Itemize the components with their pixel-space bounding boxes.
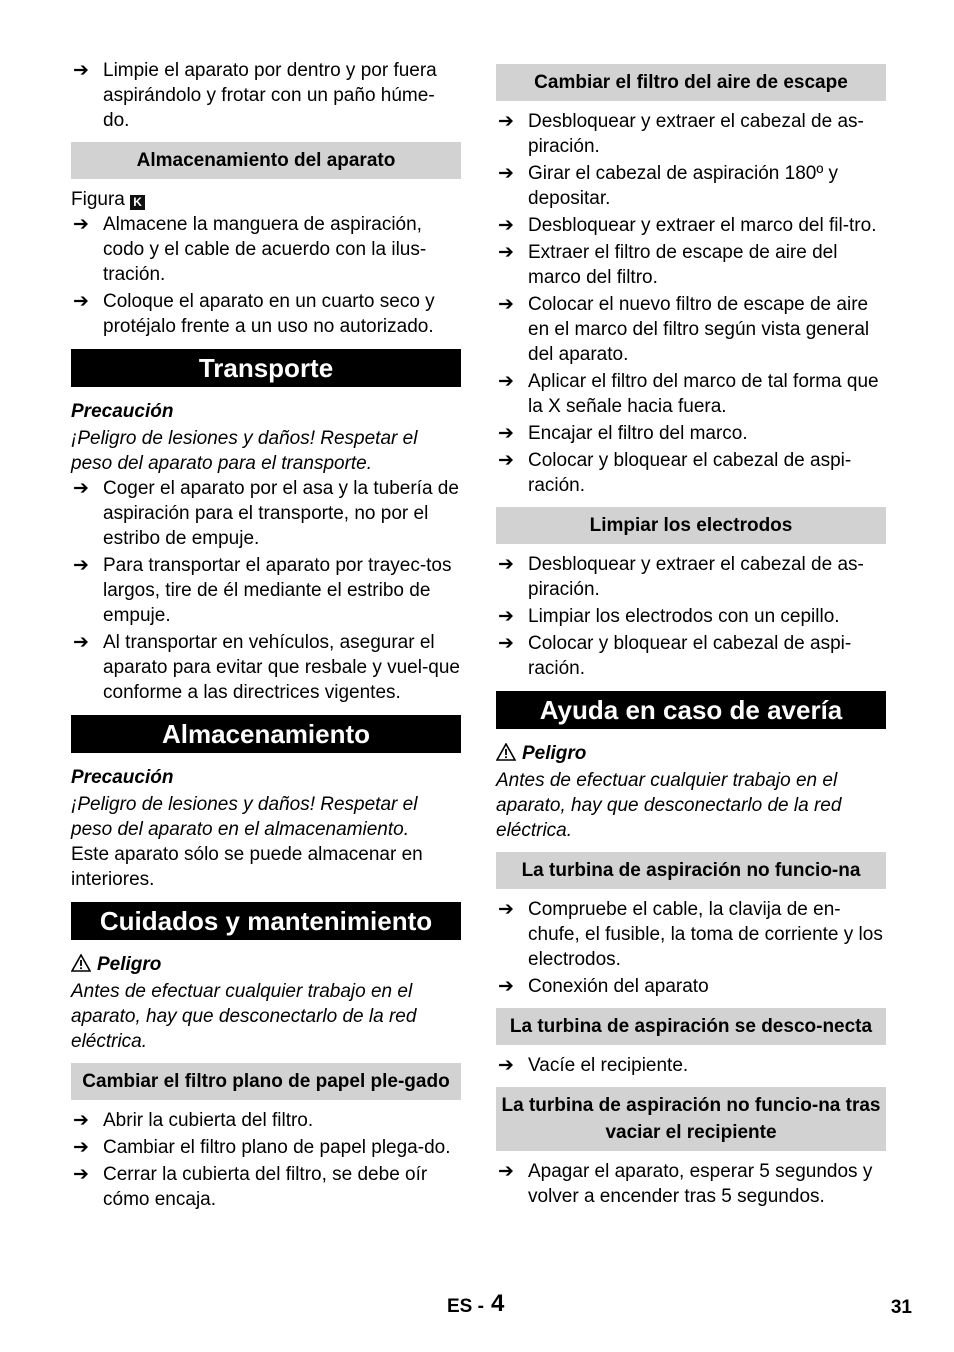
footer-language: ES - — [447, 1296, 484, 1317]
arrow-icon: ➔ — [73, 214, 89, 235]
arrow-icon: ➔ — [498, 899, 514, 920]
arrow-icon: ➔ — [498, 606, 514, 627]
arrow-icon: ➔ — [73, 1110, 89, 1131]
list-item: ➔ Cambiar el filtro plano de papel plega-do. — [73, 1137, 451, 1158]
arrow-icon: ➔ — [73, 555, 89, 576]
list-item: ➔ Aplicar el filtro del marco de tal forma que la X señale hacia fuera. — [498, 371, 879, 417]
arrow-icon: ➔ — [498, 450, 514, 471]
heading-troubleshooting: Ayuda en caso de avería — [496, 691, 886, 729]
warning-icon — [71, 954, 91, 972]
right-column — [496, 58, 886, 1211]
arrow-icon: ➔ — [498, 554, 514, 575]
footer-section-page: 4 — [491, 1290, 505, 1317]
danger-text: Antes de efectuar cualquier trabajo en el aparato, hay que desconectarlo de la red eléctrica. — [71, 981, 417, 1052]
heading-storage: Almacenamiento — [71, 715, 461, 753]
arrow-icon: ➔ — [498, 633, 514, 654]
arrow-icon: ➔ — [498, 1055, 514, 1076]
arrow-icon: ➔ — [498, 242, 514, 263]
arrow-icon: ➔ — [498, 1161, 514, 1182]
list-item: ➔ Almacene la manguera de aspiración, codo y el cable de acuerdo con la ilus-tración. — [73, 214, 427, 285]
section-heading-disconnects: La turbina de aspiración se desco-necta — [496, 1008, 886, 1045]
danger-label: Peligro — [496, 741, 886, 766]
section-heading-no-function: La turbina de aspiración no funcio-na — [496, 852, 886, 889]
arrow-icon: ➔ — [498, 215, 514, 236]
arrow-icon: ➔ — [498, 976, 514, 997]
danger-text: Antes de efectuar cualquier trabajo en el aparato, hay que desconectarlo de la red eléctrica. — [496, 770, 842, 841]
list-item: ➔ Limpie el aparato por dentro y por fuera aspirándolo y frotar con un paño húme-do. — [73, 60, 437, 131]
left-column — [71, 58, 461, 1214]
caution-text: ¡Peligro de lesiones y daños! Respetar el peso del aparato en el almacenamiento. — [71, 794, 418, 840]
arrow-icon: ➔ — [73, 1137, 89, 1158]
list-item: ➔ Conexión del aparato — [498, 976, 709, 997]
caution-label: Precaución — [71, 401, 174, 422]
section-heading-paper-filter: Cambiar el filtro plano de papel ple-gado — [71, 1063, 461, 1100]
list-item: ➔ Para transportar el aparato por trayec-tos largos, tire de él mediante el estribo de empuje. — [73, 555, 452, 626]
list-item: ➔ Apagar el aparato, esperar 5 segundos y volver a encender tras 5 segundos. — [498, 1161, 873, 1207]
list-item: ➔ Desbloquear y extraer el marco del fil-tro. — [498, 215, 877, 236]
list-item: ➔ Limpiar los electrodos con un cepillo. — [498, 606, 840, 627]
list-item: ➔ Compruebe el cable, la clavija de en-chufe, el fusible, la toma de corriente y los electrodos. — [498, 899, 883, 970]
list-item: ➔ Desbloquear y extraer el cabezal de as-piración. — [498, 554, 864, 600]
figure-k-icon: K — [130, 195, 145, 210]
list-item: ➔ Coger el aparato por el asa y la tubería de aspiración para el transporte, no por el estribo de empuje. — [73, 478, 459, 549]
list-item: ➔ Girar el cabezal de aspiración 180º y depositar. — [498, 163, 839, 209]
section-heading-no-function-after-empty: La turbina de aspiración no funcio-na tras vaciar el recipiente — [496, 1087, 886, 1151]
intro-list — [71, 58, 461, 133]
arrow-icon: ➔ — [498, 163, 514, 184]
footer-page-number: 31 — [890, 1297, 912, 1318]
list-item: ➔ Al transportar en vehículos, asegurar el aparato para evitar que resbale y vuel-que conforme a las directrices vigentes. — [73, 632, 461, 703]
list-item: ➔ Encajar el filtro del marco. — [498, 423, 748, 444]
arrow-icon: ➔ — [73, 1164, 89, 1185]
arrow-icon: ➔ — [498, 371, 514, 392]
section-heading-storage-device: Almacenamiento del aparato — [71, 142, 461, 179]
arrow-icon: ➔ — [73, 291, 89, 312]
arrow-icon: ➔ — [73, 478, 89, 499]
arrow-icon: ➔ — [498, 111, 514, 132]
arrow-icon: ➔ — [498, 423, 514, 444]
storage-note: Este aparato sólo se puede almacenar en interiores. — [71, 844, 423, 890]
arrow-icon: ➔ — [73, 632, 89, 653]
list-item: ➔ Abrir la cubierta del filtro. — [73, 1110, 314, 1131]
list-item: ➔ Extraer el filtro de escape de aire del marco del filtro. — [498, 242, 838, 288]
list-item: ➔ Cerrar la cubierta del filtro, se debe oír cómo encaja. — [73, 1164, 428, 1210]
list-item: ➔ Colocar y bloquear el cabezal de aspi-ración. — [498, 450, 852, 496]
section-heading-exhaust-filter: Cambiar el filtro del aire de escape — [496, 64, 886, 101]
list-item: ➔ Coloque el aparato en un cuarto seco y protéjalo frente a un uso no autorizado. — [73, 291, 435, 337]
figure-reference: Figura K — [71, 187, 461, 212]
list-item: ➔ Desbloquear y extraer el cabezal de as-piración. — [498, 111, 864, 157]
heading-care: Cuidados y mantenimiento — [71, 902, 461, 940]
list-item: ➔ Colocar el nuevo filtro de escape de aire en el marco del filtro según vista general del aparato. — [498, 294, 870, 365]
danger-label: Peligro — [71, 952, 461, 977]
list-item: ➔ Vacíe el recipiente. — [498, 1055, 689, 1076]
heading-transport: Transporte — [71, 349, 461, 387]
warning-icon — [496, 743, 516, 761]
arrow-icon: ➔ — [73, 60, 89, 81]
list-item: ➔ Colocar y bloquear el cabezal de aspi-ración. — [498, 633, 852, 679]
caution-label: Precaución — [71, 767, 174, 788]
arrow-icon: ➔ — [498, 294, 514, 315]
caution-text: ¡Peligro de lesiones y daños! Respetar el peso del aparato para el transporte. — [71, 428, 418, 474]
section-heading-electrodes: Limpiar los electrodos — [496, 507, 886, 544]
